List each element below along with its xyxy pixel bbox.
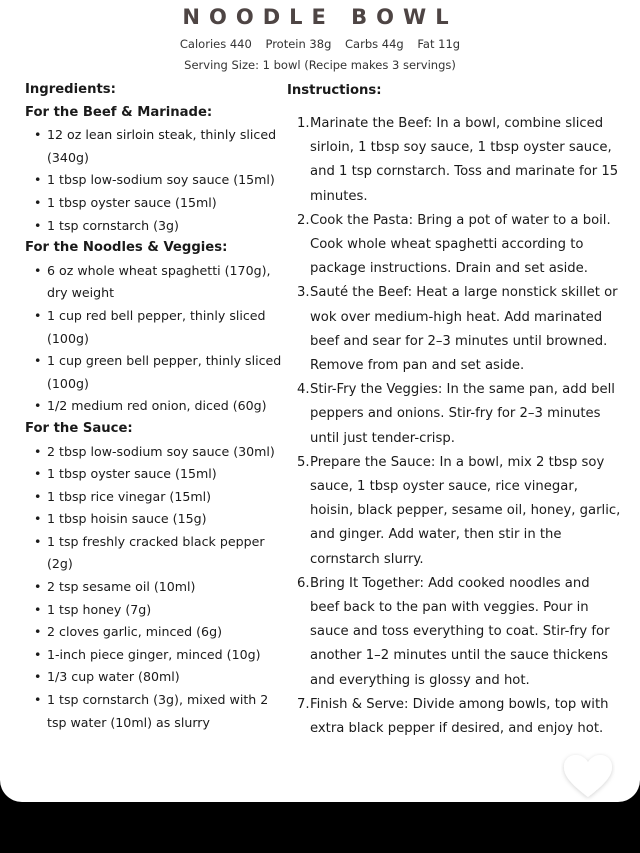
ingredient-item: • 1 cup green bell pepper, thinly sliced (100g) (25, 350, 287, 395)
macros (0, 37, 640, 51)
ingredients-heading: Ingredients: (25, 82, 116, 97)
ingredient-section-title: For the Beef & Marinade: (25, 104, 213, 120)
step-text: Stir-Fry the Veggies: In the same pan, add bell peppers and onions. Stir-fry for 2–3 minutes until just tender-crisp. (310, 382, 615, 446)
step-text: Prepare the Sauce: In a bowl, mix 2 tbsp soy sauce, 1 tbsp oyster sauce, rice vinegar, hoisin, black pepper, sesame oil, honey, garlic, and ginger. Add water, then stir in the cornstarch slurry. (310, 454, 621, 567)
instructions-list (287, 112, 622, 741)
step-text: Sauté the Beef: Heat a large nonstick skillet or wok over medium-high heat. Add marinated beef and sear for 2–3 minutes until browned. Remove from pan and set aside. (310, 285, 618, 374)
ingredient-list (25, 260, 287, 418)
step-number: 2. (297, 212, 310, 228)
ingredient-list (25, 441, 287, 735)
fat: Fat 11g (417, 37, 461, 51)
protein: Protein 38g (265, 37, 332, 51)
ingredient-item: • 1 tbsp rice vinegar (15ml) (25, 486, 287, 509)
instructions-column (287, 79, 622, 741)
ingredient-item: • 1 cup red bell pepper, thinly sliced (100g) (25, 305, 287, 350)
ingredient-item: • 2 cloves garlic, minced (6g) (25, 621, 287, 644)
instructions-heading: Instructions: (287, 83, 382, 98)
step-number: 5. (297, 454, 310, 470)
ingredient-section-title: For the Noodles & Veggies: (25, 240, 228, 256)
instruction-step (287, 572, 622, 693)
step-number: 6. (297, 575, 310, 591)
ingredient-item: • 1 tsp honey (7g) (25, 599, 287, 622)
instruction-step (287, 281, 622, 378)
ingredient-item: • 1 tbsp low-sodium soy sauce (15ml) (25, 169, 287, 192)
step-number: 4. (297, 382, 310, 398)
ingredient-item: • 1-inch piece ginger, minced (10g) (25, 644, 287, 667)
instruction-step (287, 693, 622, 741)
step-text: Bring It Together: Add cooked noodles and beef back to the pan with veggies. Pour in sauce and toss everything to coat. Stir-fry for another 1–2 minutes until the sauce thickens and everything is glossy and hot. (310, 575, 610, 688)
ingredient-item: • 12 oz lean sirloin steak, thinly sliced (340g) (25, 124, 287, 169)
heart-icon[interactable] (561, 752, 615, 800)
ingredient-item: • 1 tbsp oyster sauce (15ml) (25, 463, 287, 486)
ingredient-item: • 1 tsp cornstarch (3g) (25, 215, 287, 238)
ingredient-list (25, 124, 287, 237)
ingredient-section-title: For the Sauce: (25, 420, 133, 436)
calories: Calories 440 (179, 37, 252, 51)
ingredient-item: • 1 tbsp hoisin sauce (15g) (25, 508, 287, 531)
ingredient-item: • 1 tbsp oyster sauce (15ml) (25, 192, 287, 215)
instruction-step (287, 112, 622, 209)
step-text: Marinate the Beef: In a bowl, combine sliced sirloin, 1 tbsp soy sauce, 1 tbsp oyster sauce, and 1 tsp cornstarch. Toss and marinate for 15 minutes. (310, 116, 619, 204)
ingredient-item: • 1 tsp cornstarch (3g), mixed with 2 tsp water (10ml) as slurry (25, 689, 287, 734)
recipe-title: NOODLE BOWL (182, 5, 458, 29)
ingredient-item: • 1 tsp freshly cracked black pepper (2g) (25, 531, 287, 576)
step-number: 1. (297, 116, 310, 131)
ingredients-column (25, 79, 287, 734)
instruction-step (287, 209, 622, 282)
step-number: 3. (297, 285, 310, 301)
instruction-step (287, 451, 622, 572)
instruction-step (287, 378, 622, 451)
ingredient-item: • 1/3 cup water (80ml) (25, 666, 287, 689)
ingredient-item: • 2 tbsp low-sodium soy sauce (30ml) (25, 441, 287, 464)
step-text: Finish & Serve: Divide among bowls, top with extra black pepper if desired, and enjoy hot. (310, 696, 609, 737)
carbs: Carbs 44g (345, 37, 404, 51)
step-text: Cook the Pasta: Bring a pot of water to a boil. Cook whole wheat spaghetti according to package instructions. Drain and set aside. (310, 212, 611, 277)
serving-size: Serving Size: 1 bowl (Recipe makes 3 servings) (184, 58, 456, 72)
step-number: 7. (297, 696, 310, 712)
ingredient-item: • 1/2 medium red onion, diced (60g) (25, 395, 287, 418)
ingredient-item: • 6 oz whole wheat spaghetti (170g), dry weight (25, 260, 287, 305)
ingredient-item: • 2 tsp sesame oil (10ml) (25, 576, 287, 599)
